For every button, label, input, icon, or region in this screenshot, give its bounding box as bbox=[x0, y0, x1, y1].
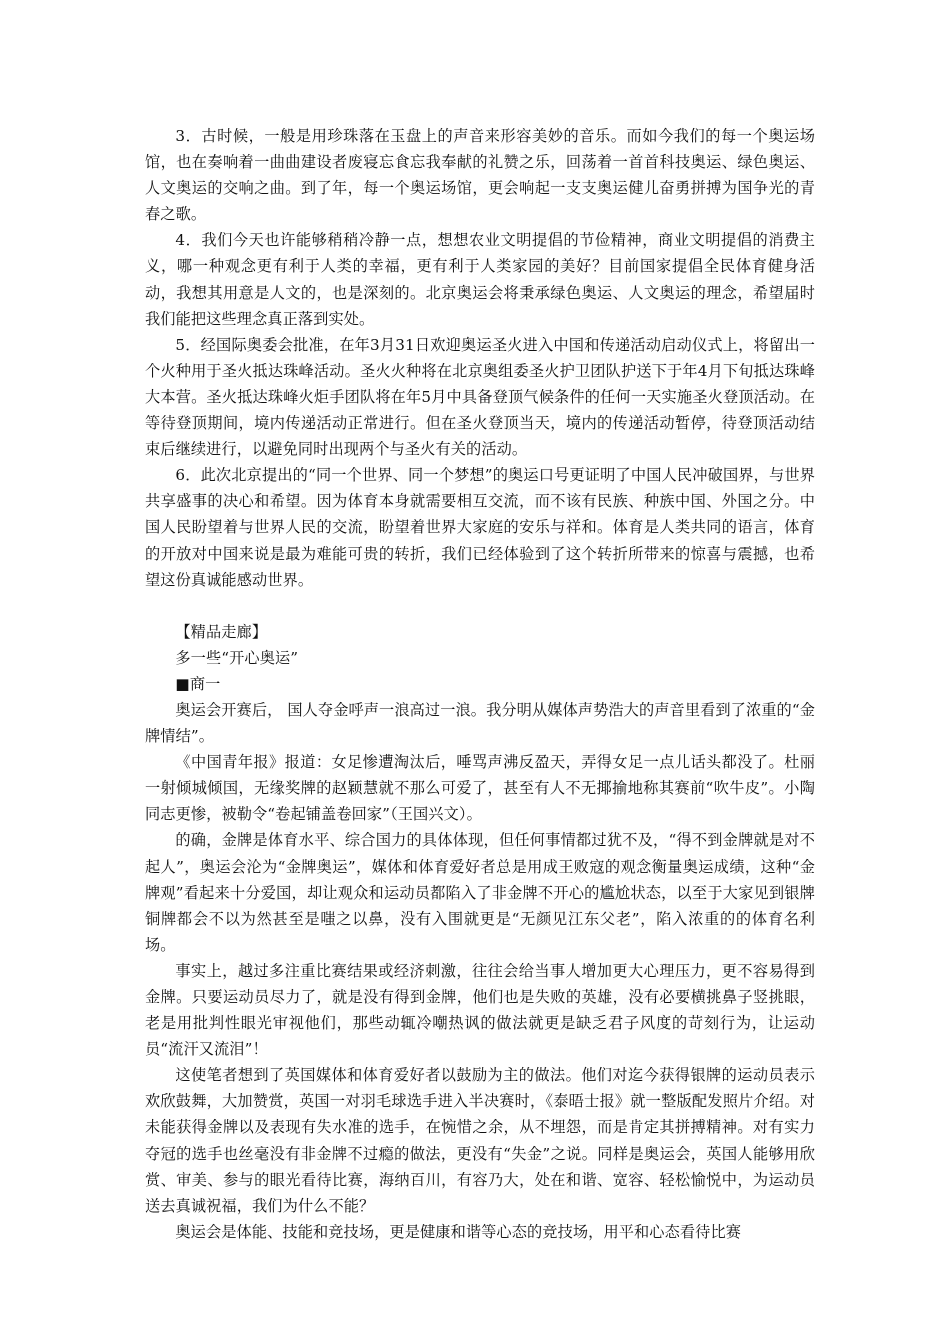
list-item-6: 6．此次北京提出的“同一个世界、同一个梦想”的奥运口号更证明了中国人民冲破国界，与世界共享盛事的决心和希望。因为体育本身就需要相互交流，而不该有民族、种族中国、外国之分。中国人民盼望着与世界人民的交流，盼望着世界大家庭的安乐与祥和。体育是人类共同的语言，体育的开放对中国来说是最为难能可贵的转折，我们已经体验到了这个转折所带来的惊喜与震撼，也希望这份真诚能感动世界。 bbox=[145, 466, 815, 589]
article-paragraph-3: 的确，金牌是体育水平、综合国力的具体体现，但任何事情都过犹不及，“得不到金牌就是对不起人”，奥运会沦为“金牌奥运”，媒体和体育爱好者总是用成王败寇的观念衡量奥运成绩，这种“金牌观”看起来十分爱国，却让观众和运动员都陷入了非金牌不开心的尴尬状态，以至于大家见到银牌铜牌都会不以为然甚至是嗤之以鼻，没有入围就更是“无颜见江东父老”，陷入浓重的的体育名利场。 bbox=[145, 831, 815, 954]
article-paragraph-2: 《中国青年报》报道：女足惨遭淘汰后，唾骂声沸反盈天，弄得女足一点儿话头都没了。杜丽一射倾城倾国，无缘奖牌的赵颖慧就不那么可爱了，甚至有人不无揶揄地称其赛前“吹牛皮”。小陶同志更惨，被勒令“卷起铺盖卷回家”（王国兴文）。 bbox=[145, 753, 815, 824]
gallery-heading: 【精品走廊】 bbox=[175, 622, 268, 641]
section-spacer bbox=[145, 593, 815, 619]
article-paragraph-5: 这使笔者想到了英国媒体和体育爱好者以鼓励为主的做法。他们对迄今获得银牌的运动员表示欢欣鼓舞，大加赞赏，英国一对羽毛球选手进入半决赛时，《泰晤士报》就一整版配发照片介绍。对未能获得金牌以及表现有失水准的选手，在惋惜之余，从不埋怨，而是肯定其拼搏精神。对有实力夺冠的选手也丝毫没有非金牌不过瘾的做法，更没有“失金”之说。同样是奥运会，英国人能够用欣赏、审美、参与的眼光看待比赛，海纳百川，有容乃大，处在和谐、宽容、轻松愉悦中，为运动员送去真诚祝福，我们为什么不能？ bbox=[145, 1066, 815, 1215]
article-author: ■商一 bbox=[175, 674, 221, 693]
article-paragraph-1: 奥运会开赛后， 国人夺金呼声一浪高过一浪。我分明从媒体声势浩大的声音里看到了浓重的“金牌情结”。 bbox=[145, 700, 815, 746]
list-item-3: 3．古时候，一般是用珍珠落在玉盘上的声音来形容美妙的音乐。而如今我们的每一个奥运场馆，也在奏响着一曲曲建设者废寝忘食忘我奉献的礼赞之乐，回荡着一首首科技奥运、绿色奥运、人文奥运的交响之曲。到了年，每一个奥运场馆，更会响起一支支奥运健儿奋勇拼搏为国争光的青春之歌。 bbox=[145, 127, 815, 224]
document-page bbox=[145, 123, 815, 1245]
list-item-4: 4．我们今天也许能够稍稍冷静一点，想想农业文明提倡的节俭精神，商业文明提倡的消费主义，哪一种观念更有利于人类的幸福，更有利于人类家园的美好？目前国家提倡全民体育健身活动，我想其用意是人文的，也是深刻的。北京奥运会将秉承绿色奥运、人文奥运的理念，希望届时我们能把这些理念真正落到实处。 bbox=[145, 231, 815, 328]
article-paragraph-6: 奥运会是体能、技能和竞技场，更是健康和谐等心态的竞技场，用平和心态看待比赛 bbox=[175, 1222, 742, 1241]
list-item-5: 5．经国际奥委会批准，在年3月31日欢迎奥运圣火进入中国和传递活动启动仪式上，将留出一个火种用于圣火抵达珠峰活动。圣火火种将在北京奥组委圣火护卫团队护送下于年4月下旬抵达珠峰大本营。圣火抵达珠峰火炬手团队将在年5月中具备登顶气候条件的任何一天实施圣火登顶活动。在等待登顶期间，境内传递活动正常进行。但在圣火登顶当天，境内的传递活动暂停，待登顶活动结束后继续进行，以避免同时出现两个与圣火有关的活动。 bbox=[145, 335, 815, 459]
article-title: 多一些“开心奥运” bbox=[175, 648, 299, 667]
article-paragraph-4: 事实上，越过多注重比赛结果或经济刺激，往往会给当事人增加更大心理压力，更不容易得到金牌。只要运动员尽力了，就是没有得到金牌，他们也是失败的英雄，没有必要横挑鼻子竖挑眼，老是用批判性眼光审视他们，那些动辄冷嘲热讽的做法就更是缺乏君子风度的苛刻行为，让运动员“流汗又流泪”！ bbox=[145, 961, 815, 1059]
